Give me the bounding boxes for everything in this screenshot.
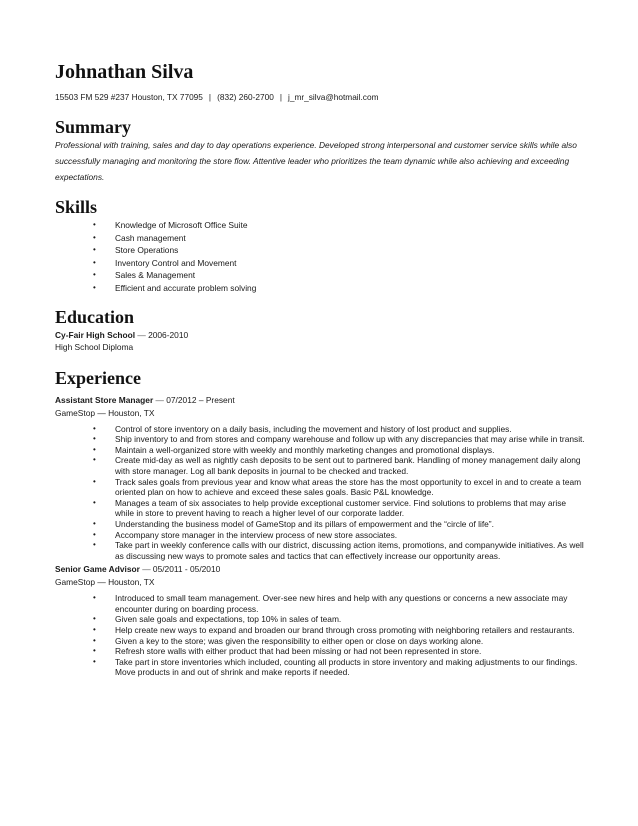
duty-item: • Help create new ways to expand and broaden our brand through cross promoting with neighboring retailers and restaurants. bbox=[55, 625, 585, 636]
summary-heading: Summary bbox=[55, 117, 131, 137]
duty-item: • Given sale goals and expectations, top 10% in sales of team. bbox=[55, 614, 585, 625]
duty-item: • Introduced to small team management. Over-see new hires and help with any questions or concerns a new associate may encounter during on boarding process. bbox=[55, 593, 585, 614]
duty-item: • Track sales goals from previous year and know what areas the store has the most opportunity to excel in and to create a team oriented plan on how to achieve and exceed these sales goals. Basic P&L knowledge. bbox=[55, 477, 585, 498]
job-dash: — bbox=[155, 394, 164, 405]
skill-item: • Knowledge of Microsoft Office Suite bbox=[55, 219, 585, 232]
job-dates: 05/2011 - 05/2010 bbox=[152, 564, 221, 575]
skill-item: • Inventory Control and Movement bbox=[55, 257, 585, 270]
job-title: Senior Game Advisor bbox=[55, 564, 140, 575]
contact-email[interactable]: j_mr_silva@hotmail.com bbox=[287, 92, 379, 102]
summary-text: Professional with training, sales and day to day operations experience. Developed strong interpersonal and customer service skills while also successfully managing and monitoring the store flow. Attentive leader who prioritizes the team dynamic while also achieving and exceeding expectations. bbox=[55, 140, 577, 182]
skills-list bbox=[55, 219, 585, 295]
skill-item: • Store Operations bbox=[55, 244, 585, 257]
contact-separator: | bbox=[208, 92, 212, 102]
duty-item: • Take part in weekly conference calls with our district, discussing action items, promotions, and companywide initiatives. As well as discussing new ways to promote sales and tactics that can effectively increase our opportunity areas. bbox=[55, 540, 585, 561]
resume-page bbox=[55, 60, 585, 678]
skills-heading: Skills bbox=[55, 197, 98, 217]
experience-heading: Experience bbox=[55, 367, 141, 388]
duty-item: • Manages a team of six associates to help provide exceptional customer service. Find solutions to problems that may arise while in store to prevent having to reach a higher level of our corporate ladder. bbox=[55, 498, 585, 519]
education-dash: — bbox=[137, 329, 146, 340]
job-dates: 07/2012 – Present bbox=[166, 394, 235, 405]
duty-item: • Create mid-day as well as nightly cash deposits to be sent out to partnered bank. Handling of money management daily along with store manager. Log all bank deposits in journal to be checked and tracked. bbox=[55, 455, 585, 476]
contact-separator: | bbox=[279, 92, 282, 102]
school-name: Cy-Fair High School bbox=[55, 329, 136, 340]
duty-item: • Understanding the business model of GameStop and its pillars of empowerment and the “circle of life”. bbox=[55, 519, 585, 530]
duty-item: • Given a key to the store; was given the responsibility to either open or close on days working alone. bbox=[55, 636, 585, 647]
job-dash: — bbox=[142, 564, 151, 575]
contact-phone: (832) 260-2700 bbox=[217, 92, 274, 102]
education-degree: High School Diploma bbox=[55, 341, 134, 352]
duty-item: • Maintain a well-organized store with weekly and monthly marketing changes and promotional displays. bbox=[55, 445, 585, 456]
job-title-line bbox=[55, 394, 585, 407]
skill-item: • Sales & Management bbox=[55, 269, 585, 282]
education-entry bbox=[55, 329, 585, 341]
job-title-line bbox=[55, 563, 585, 576]
job-duties-list bbox=[55, 593, 585, 678]
skill-item: • Cash management bbox=[55, 232, 585, 245]
job-company: GameStop — Houston, TX bbox=[55, 577, 155, 588]
contact-line bbox=[55, 92, 585, 103]
education-years: 2006-2010 bbox=[148, 329, 189, 340]
job-duties-list bbox=[55, 424, 585, 562]
job-title: Assistant Store Manager bbox=[55, 394, 154, 405]
duty-item: • Control of store inventory on a daily basis, including the movement and history of lost product and supplies. bbox=[55, 424, 585, 435]
duty-item: • Take part in store inventories which included, counting all products in store inventory and making adjustments to our findings. Move products in and out of shrink and make reports if needed. bbox=[55, 657, 585, 678]
candidate-name: Johnathan Silva bbox=[55, 61, 194, 83]
contact-address: 15503 FM 529 #237 Houston, TX 77095 bbox=[55, 92, 203, 102]
duty-item: • Ship inventory to and from stores and company warehouse and follow up with any discrepancies that may arise while in transit. bbox=[55, 434, 585, 445]
job-company: GameStop — Houston, TX bbox=[55, 407, 155, 418]
duty-item: • Accompany store manager in the interview process of new store associates. bbox=[55, 530, 585, 541]
education-heading: Education bbox=[55, 306, 135, 327]
skill-item: • Efficient and accurate problem solving bbox=[55, 282, 585, 295]
duty-item: • Refresh store walls with either product that had been missing or had not been represented in store. bbox=[55, 646, 585, 657]
